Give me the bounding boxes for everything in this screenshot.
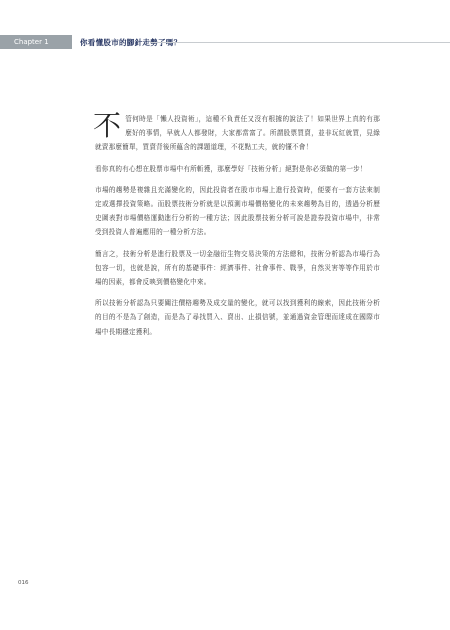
drop-cap: 不 xyxy=(93,109,122,142)
paragraph-1 xyxy=(93,109,380,155)
header-title: 你看懂股市的腳針走勢了嗎？ xyxy=(80,37,182,47)
paragraph-5: 所以技術分析認為只要關注價格趨勢及成交量的變化，就可以找到獲利的線索，因此技術分析的目的不是為了創造，而是為了尋找買入、賣出、止損信號，並通過資金管理而達成在國際市場中長期穩定獲利。 xyxy=(95,299,380,336)
paragraph-3: 市場的趨勢是複雜且充滿變化的，因此投資者在股市市場上進行投資時，便要有一套方法來制定或選擇投資策略。而股票技術分析就是以預測市場價格變化的未來趨勢為目的，透過分析歷史圖表對市場價格運動進行分析的一種方法；因此股票技術分析可說是證券投資市場中，非常受到投資人普遍應用的一種分析方法。 xyxy=(95,185,380,237)
chapter-label: Chapter 1 xyxy=(0,35,72,49)
page-number: 016 xyxy=(18,580,29,586)
body-text xyxy=(93,109,380,346)
paragraph-1-text: 管何時是「懶人投資術」，這種不負責任又沒有根據的說法了！如果世界上真的有那麼好的事情，早就人人都發財，大家都當富了。所謂股票買賣，並非玩紅就買，見綠就賣那麼簡單，買賣背後所蘊含的課題道理，不花點工夫，就的懂不會！ xyxy=(95,115,380,152)
paragraph-4: 簡言之，技術分析是進行股票及一切金融衍生物交易決策的方法總和，技術分析認為市場行為包容一切，也就是說，所有的基礎事件：經濟事件、社會事件、戰爭，自然災害等等作用於市場的因素，都會反映到價格變化中來。 xyxy=(95,249,380,287)
paragraph-2: 看你真的有心想在股票市場中有所斬獲，那麼學好「技術分析」絕對是你必須做的第一步！ xyxy=(95,164,367,173)
header-rule xyxy=(150,42,450,43)
